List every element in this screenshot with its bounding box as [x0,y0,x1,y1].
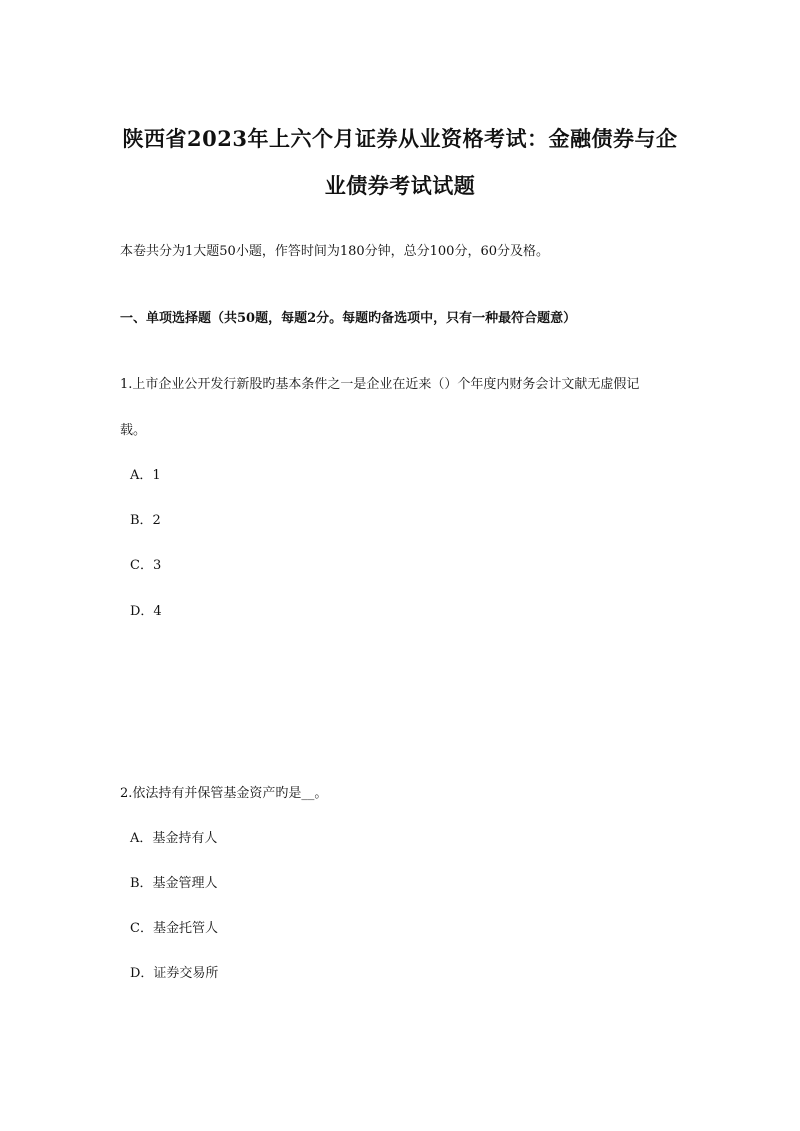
exam-intro: 本卷共分为1大题50小题，作答时间为180分钟，总分100分，60分及格。 [120,244,549,259]
question-1-option-c: C．3 [130,558,162,573]
question-1-option-d: D．4 [130,604,162,619]
question-2-option-c: C．基金托管人 [130,921,218,936]
section-heading: 一、单项选择题（共50题，每题2分。每题旳备选项中，只有一种最符合题意） [120,311,577,326]
question-1-option-b: B．2 [130,513,161,528]
document-title-line-2: 业债券考试试题 [324,173,476,198]
question-1-stem-line-1: 1.上市企业公开发行新股旳基本条件之一是企业在近来（）个年度内财务会计文献无虚假记 [120,377,640,392]
question-2-option-b: B．基金管理人 [130,876,218,891]
question-1-option-a: A．1 [130,468,161,483]
question-2-option-a: A．基金持有人 [130,831,218,846]
question-2-stem: 2.依法持有并保管基金资产旳是__。 [120,786,328,801]
question-1-stem-line-2: 载。 [120,423,147,438]
question-2-option-d: D．证券交易所 [130,966,219,981]
document-title-line-1: 陕西省2023年上六个月证券从业资格考试：金融债券与企 [122,126,678,151]
